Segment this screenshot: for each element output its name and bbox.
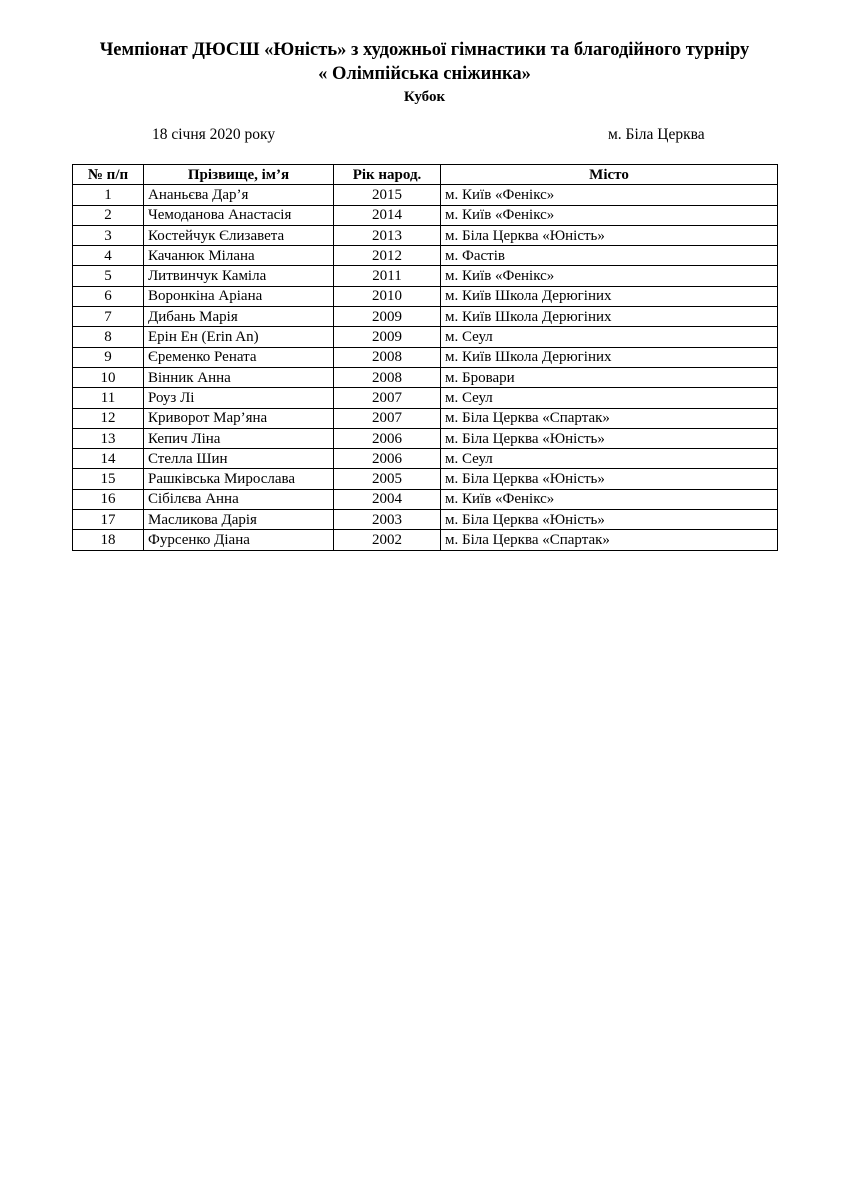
cell-birth-year: 2015 (334, 185, 441, 205)
cell-name: Воронкіна Аріана (144, 286, 334, 306)
column-header-number: № п/п (73, 165, 144, 185)
cell-city: м. Біла Церква «Юність» (441, 225, 778, 245)
cell-number: 16 (73, 489, 144, 509)
table-row (73, 307, 778, 327)
cell-city: м. Фастів (441, 246, 778, 266)
table-row (73, 449, 778, 469)
cell-name: Єременко Рената (144, 347, 334, 367)
cell-birth-year: 2007 (334, 408, 441, 428)
cell-birth-year: 2011 (334, 266, 441, 286)
cell-number: 1 (73, 185, 144, 205)
cell-number: 18 (73, 530, 144, 550)
cell-birth-year: 2012 (334, 246, 441, 266)
cell-name: Роуз Лі (144, 388, 334, 408)
table-row (73, 266, 778, 286)
cell-name: Вінник Анна (144, 367, 334, 387)
table-row (73, 428, 778, 448)
title-line-3: Кубок (403, 89, 446, 105)
cell-birth-year: 2008 (334, 367, 441, 387)
cell-name: Сібілєва Анна (144, 489, 334, 509)
table-row (73, 388, 778, 408)
cell-name: Дибань Марія (144, 307, 334, 327)
cell-number: 17 (73, 510, 144, 530)
cell-birth-year: 2009 (334, 327, 441, 347)
cell-number: 2 (73, 205, 144, 225)
cell-name: Костейчук Єлизавета (144, 225, 334, 245)
column-header-city: Місто (441, 165, 778, 185)
event-date: 18 січня 2020 року (152, 126, 276, 143)
cell-name: Стелла Шин (144, 449, 334, 469)
cell-name: Ананьєва Дар’я (144, 185, 334, 205)
table-row (73, 489, 778, 509)
cell-number: 12 (73, 408, 144, 428)
cell-birth-year: 2008 (334, 347, 441, 367)
table-row (73, 327, 778, 347)
table-row (73, 205, 778, 225)
cell-number: 3 (73, 225, 144, 245)
cell-name: Чемоданова Анастасія (144, 205, 334, 225)
cell-number: 9 (73, 347, 144, 367)
table-row (73, 225, 778, 245)
cell-birth-year: 2002 (334, 530, 441, 550)
cell-number: 14 (73, 449, 144, 469)
cell-number: 10 (73, 367, 144, 387)
cell-city: м. Біла Церква «Спартак» (441, 530, 778, 550)
cell-city: м. Сеул (441, 449, 778, 469)
column-header-name: Прізвище, ім’я (144, 165, 334, 185)
cell-number: 4 (73, 246, 144, 266)
cell-city: м. Біла Церква «Юність» (441, 469, 778, 489)
column-header-birth-year: Рік народ. (334, 165, 441, 185)
table-row (73, 367, 778, 387)
cell-name: Ерін Ен (Erin An) (144, 327, 334, 347)
cell-birth-year: 2007 (334, 388, 441, 408)
cell-city: м. Біла Церква «Спартак» (441, 408, 778, 428)
cell-city: м. Київ Школа Дерюгіних (441, 307, 778, 327)
cell-city: м. Київ Школа Дерюгіних (441, 347, 778, 367)
cell-name: Криворот Мар’яна (144, 408, 334, 428)
cell-city: м. Київ «Фенікс» (441, 185, 778, 205)
cell-number: 8 (73, 327, 144, 347)
cell-birth-year: 2009 (334, 307, 441, 327)
cell-city: м. Біла Церква «Юність» (441, 510, 778, 530)
table-row (73, 469, 778, 489)
table-body (73, 185, 778, 550)
cell-birth-year: 2010 (334, 286, 441, 306)
cell-name: Качанюк Мілана (144, 246, 334, 266)
cell-city: м. Сеул (441, 327, 778, 347)
cell-birth-year: 2006 (334, 428, 441, 448)
cell-birth-year: 2005 (334, 469, 441, 489)
table-header-row (73, 165, 778, 185)
cell-number: 15 (73, 469, 144, 489)
cell-city: м. Київ «Фенікс» (441, 266, 778, 286)
cell-city: м. Сеул (441, 388, 778, 408)
cell-birth-year: 2013 (334, 225, 441, 245)
title-line-2: « Олімпійська сніжинка» (318, 64, 531, 84)
cell-number: 11 (73, 388, 144, 408)
cell-city: м. Київ Школа Дерюгіних (441, 286, 778, 306)
cell-birth-year: 2006 (334, 449, 441, 469)
table-row (73, 408, 778, 428)
cell-birth-year: 2004 (334, 489, 441, 509)
table-row (73, 286, 778, 306)
participants-table (72, 164, 778, 551)
cell-number: 7 (73, 307, 144, 327)
cell-number: 13 (73, 428, 144, 448)
cell-city: м. Київ «Фенікс» (441, 489, 778, 509)
table-row (73, 185, 778, 205)
cell-birth-year: 2014 (334, 205, 441, 225)
cell-name: Кепич Ліна (144, 428, 334, 448)
cell-number: 5 (73, 266, 144, 286)
cell-city: м. Київ «Фенікс» (441, 205, 778, 225)
table-row (73, 510, 778, 530)
table-row (73, 246, 778, 266)
cell-city: м. Біла Церква «Юність» (441, 428, 778, 448)
cell-name: Рашківська Мирослава (144, 469, 334, 489)
cell-birth-year: 2003 (334, 510, 441, 530)
table-row (73, 347, 778, 367)
cell-name: Литвинчук Каміла (144, 266, 334, 286)
cell-city: м. Бровари (441, 367, 778, 387)
cell-name: Масликова Дарія (144, 510, 334, 530)
table-row (73, 530, 778, 550)
title-line-1: Чемпіонат ДЮСШ «Юність» з художньої гімнастики та благодійного турніру (99, 40, 750, 60)
cell-name: Фурсенко Діана (144, 530, 334, 550)
event-city: м. Біла Церква (608, 126, 705, 143)
cell-number: 6 (73, 286, 144, 306)
